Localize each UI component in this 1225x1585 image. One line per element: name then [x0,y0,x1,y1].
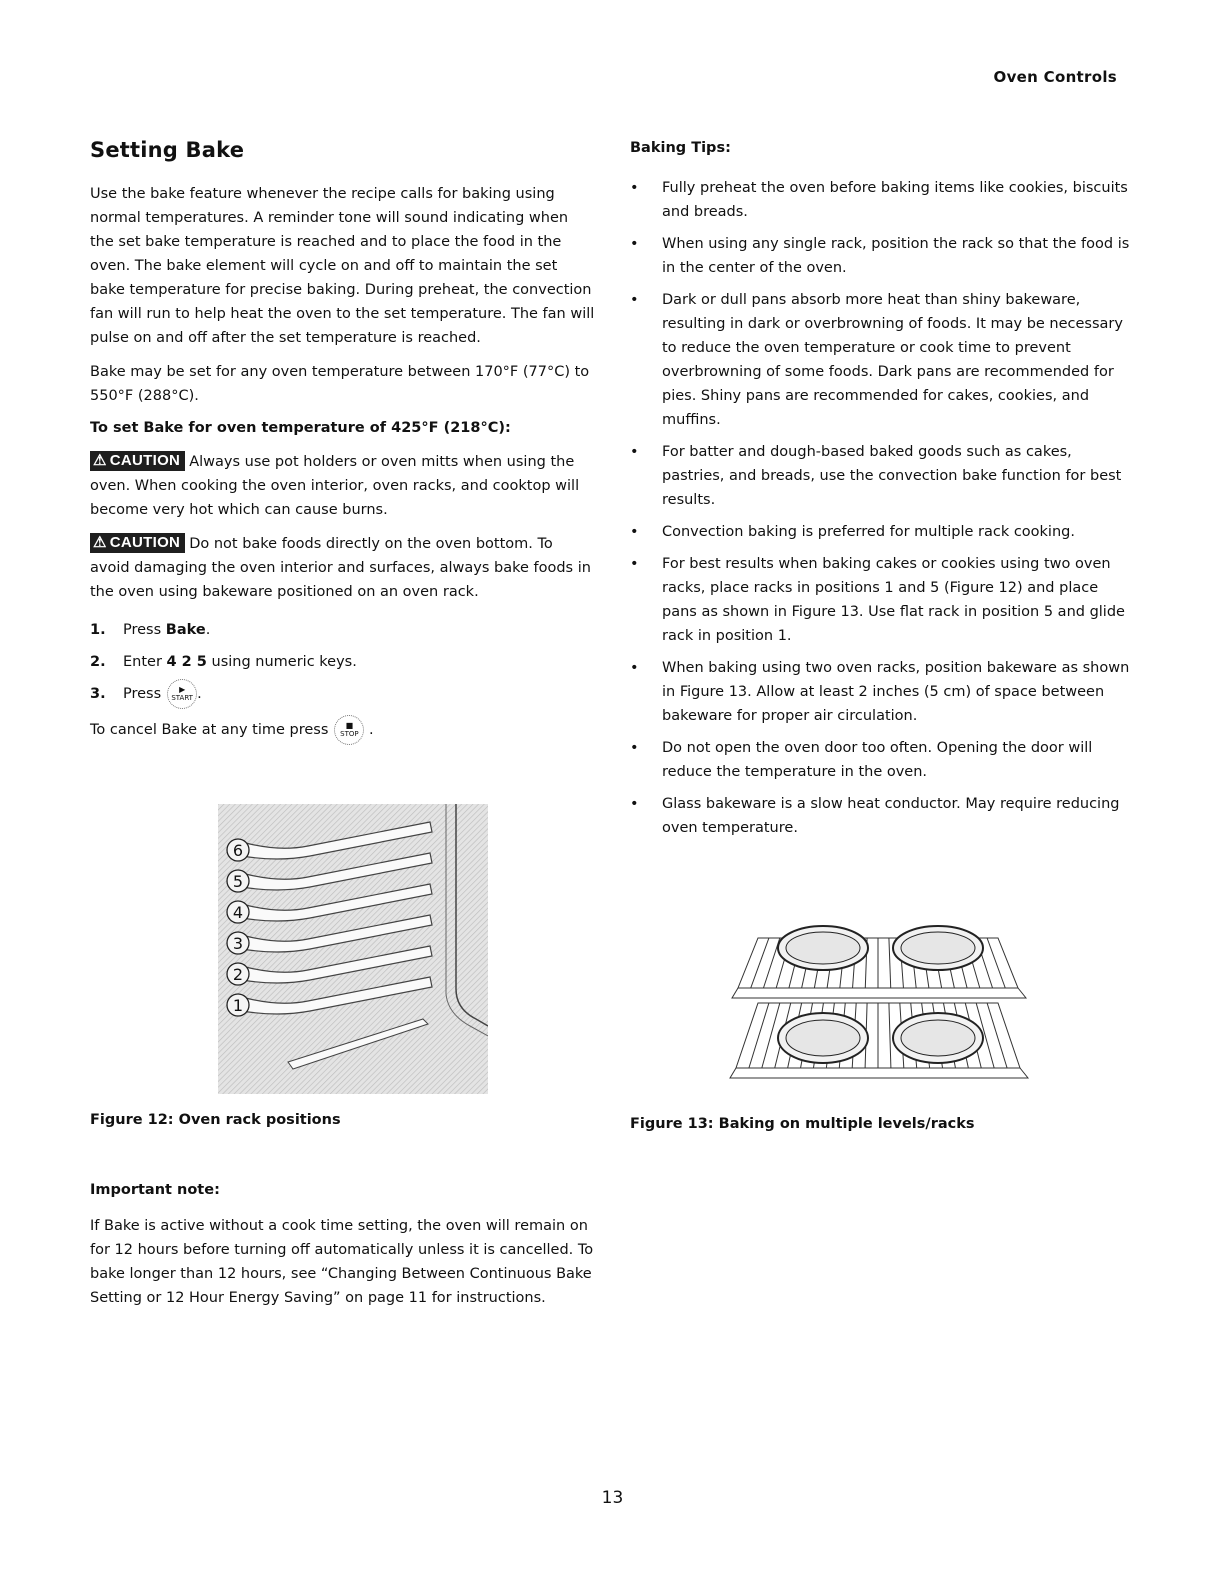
tip-item: • Dark or dull pans absorb more heat than shiny bakeware, resulting in dark or overbrowning of foods. It may be necessary to reduce the oven temperature or cook time to prevent overbrowning of some foods. Dark pans are recommended for pies. Shiny pans are recommended for cakes, cookies, and muffins. [630,292,1123,428]
temperature-digits: 4 2 5 [166,654,207,670]
figure-13-caption: Figure 13: Baking on multiple levels/racks [630,1116,975,1132]
caution-paragraph-1 [90,450,595,522]
baking-tips-heading: Baking Tips: [630,140,731,156]
tip-item: • For batter and dough-based baked goods such as cakes, pastries, and breads, use the convection bake function for best results. [630,444,1122,508]
caution-badge [90,533,185,553]
caution-badge [90,451,185,471]
step-text: Press [123,686,162,702]
caution-label: CAUTION [109,534,181,551]
step-item: 2. Enter 4 2 5 using numeric keys. [90,646,595,678]
rack-wire [749,1003,769,1068]
multiple-racks-figure [728,918,1030,1090]
tip-item: • Convection baking is preferred for multiple rack cooking. [630,524,1075,540]
rack-wire [889,938,891,988]
rack-number: 2 [232,965,244,984]
rack-number: 3 [232,934,244,953]
step-item: 1. Press Bake . [90,614,595,646]
tip-item: • When baking using two oven racks, position bakeware as shown in Figure 13. Allow at least 2 inches (5 cm) of space between bakeware for proper air circulation. [630,660,1130,724]
bake-key-label: Bake [165,622,206,638]
caution-text-2: Do not bake foods directly on the oven bottom. To avoid damaging the oven interior and surfaces, always bake foods in the oven using bakeware positioned on an oven rack. [90,536,591,600]
rack-number: 6 [232,841,244,860]
oven-rack-positions-figure [218,804,488,1094]
tip-item: • Do not open the oven door too often. Opening the door will reduce the temperature in the oven. [630,740,1093,780]
rack-number: 5 [232,872,244,891]
right-column [630,138,1135,1134]
stop-key-label: STOP [340,730,359,738]
tip-item: • When using any single rack, position the rack so that the food is in the center of the oven. [630,236,1130,276]
tip-item: • Fully preheat the oven before baking items like cookies, biscuits and breads. [630,180,1128,220]
baking-tips-list [630,176,1135,840]
step-item: 3. Press ▶ START . [90,678,595,710]
intro-paragraph: Use the bake feature whenever the recipe calls for baking using normal temperatures. A reminder tone will sound indicating when the set bake temperature is reached and to place the food in the oven. The bake element will cycle on and off to maintain the set bake temperature for precise baking. During preheat, the convection fan will run to help heat the oven to the set temperature. The fan will pulse on and off after the set temperature is reached. [90,186,595,346]
important-note-text: If Bake is active without a cook time setting, the oven will remain on for 12 hours before turning off automatically unless it is cancelled. To bake longer than 12 hours, see “Changing Between Continuous Bake Setting or 12 Hour Energy Saving” on page 11 for instructions. [90,1218,594,1306]
step-number: 2. [90,654,106,670]
rack-number: 4 [232,903,244,922]
left-column [90,138,595,1320]
cancel-text: To cancel Bake at any time press [90,722,329,738]
start-key-label: START [171,694,193,702]
temperature-range-paragraph: Bake may be set for any oven temperature between 170°F (77°C) to 550°F (288°C). [90,364,590,404]
caution-paragraph-2 [90,532,595,604]
set-bake-subheading: To set Bake for oven temperature of 425°F (218°C): [90,420,511,436]
tip-item: • For best results when baking cakes or cookies using two oven racks, place racks in positions 1 and 5 (Figure 12) and place pans as shown in Figure 13. Use flat rack in position 5 and glide rack in position 1. [630,556,1125,644]
warning-triangle-icon: ⚠ [93,534,107,551]
section-header: Oven Controls [993,68,1117,86]
step-number: 1. [90,622,106,638]
important-note-heading: Important note: [90,1182,220,1198]
figure-12-caption: Figure 12: Oven rack positions [90,1112,341,1128]
tip-item: • Glass bakeware is a slow heat conductor. May require reducing oven temperature. [630,796,1120,836]
step-text: Press [123,622,162,638]
step-number: 3. [90,686,106,702]
caution-label: CAUTION [109,452,181,469]
page-title: Setting Bake [90,138,245,162]
rack-number: 1 [232,996,244,1015]
stop-key-icon: ■ STOP [334,715,364,745]
caution-text-1: Always use pot holders or oven mitts when using the oven. When cooking the oven interior, oven racks, and cooktop will become very hot which can cause burns. [90,454,580,518]
warning-triangle-icon: ⚠ [93,452,107,469]
bake-steps-list [90,614,595,710]
rack-wire [889,1003,891,1068]
start-key-icon: ▶ START [167,679,197,709]
page-number: 13 [601,1488,624,1508]
rack-wire [987,1003,1007,1068]
cancel-instruction: To cancel Bake at any time press ■ STOP . [90,714,595,746]
step-text: Enter [123,654,162,670]
